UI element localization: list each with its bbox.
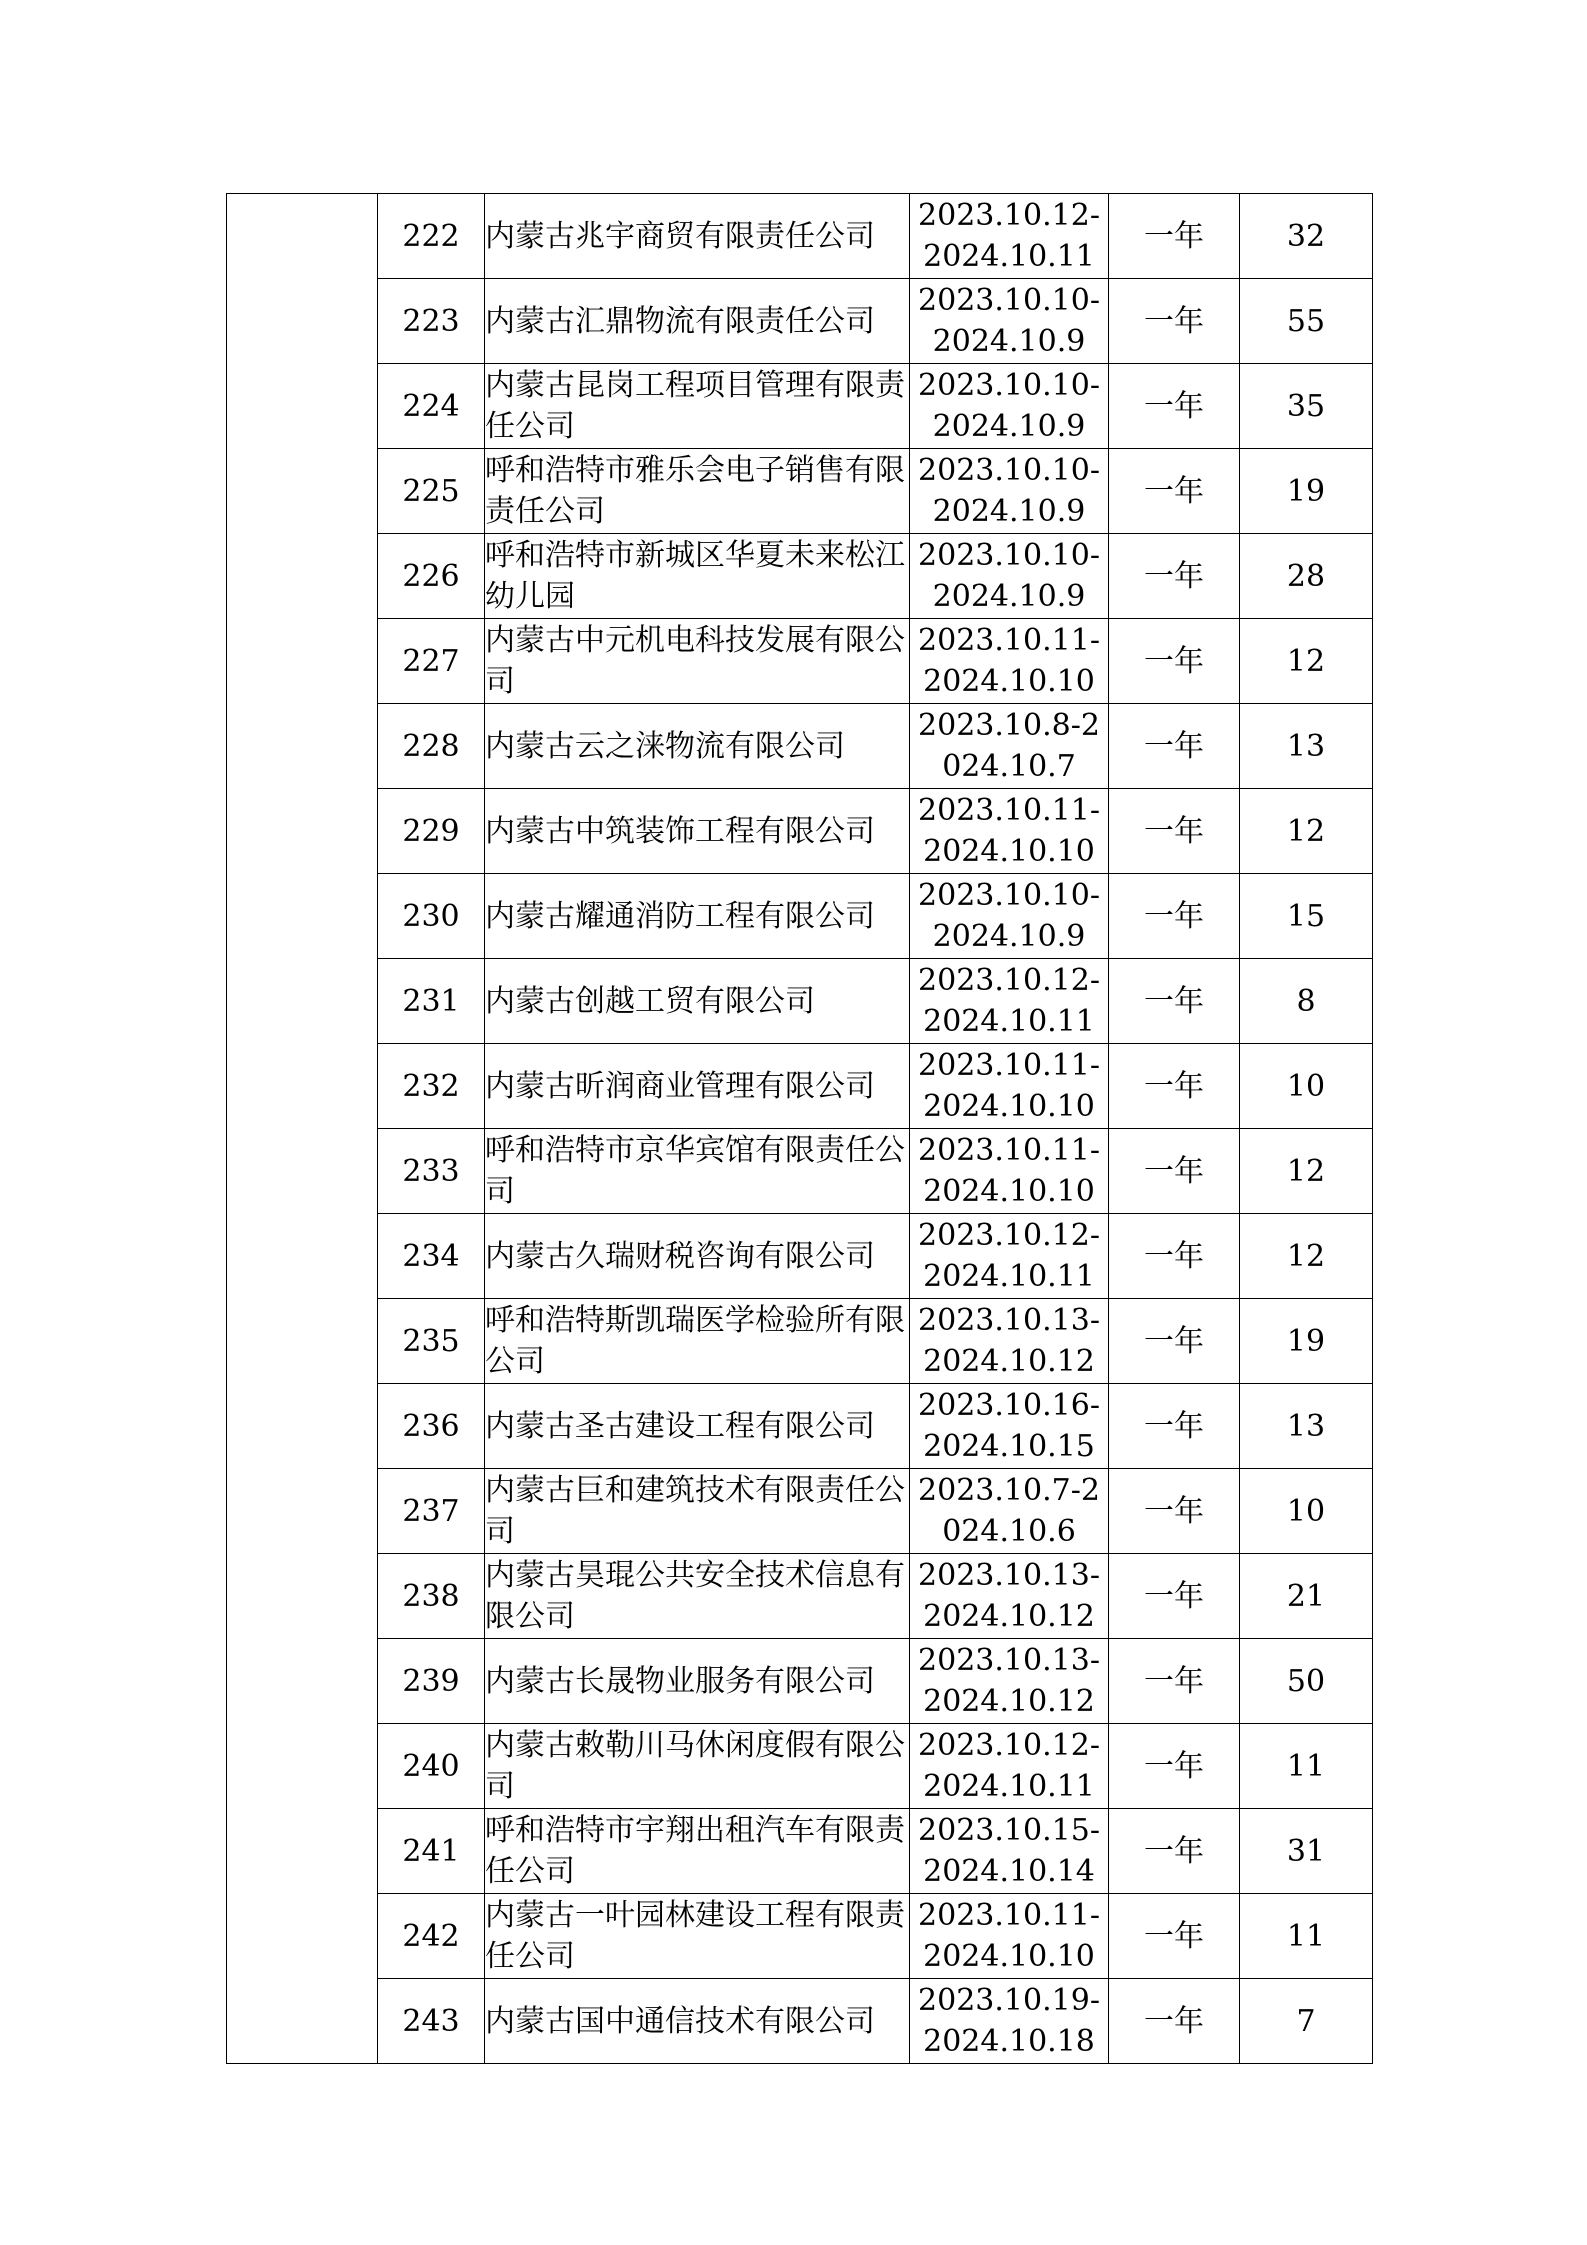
period-line: 2024.10.10 (923, 1939, 1095, 1974)
table-row (227, 1979, 1373, 2064)
company-name-cell: 呼和浩特市宇翔出租汽车有限责任公司 (485, 1809, 910, 1894)
company-name-cell: 内蒙古昊琨公共安全技术信息有限公司 (485, 1554, 910, 1639)
company-name-cell: 内蒙古圣古建设工程有限公司 (485, 1384, 910, 1469)
period-line: 2023.10.12- (918, 963, 1100, 998)
company-name-cell: 内蒙古中元机电科技发展有限公司 (485, 619, 910, 704)
term-cell: 一年 (1109, 1299, 1240, 1384)
count-cell: 7 (1240, 1979, 1373, 2064)
table-row (227, 1129, 1373, 1214)
count-cell: 10 (1240, 1044, 1373, 1129)
company-name-cell: 内蒙古兆宇商贸有限责任公司 (485, 194, 910, 279)
count-cell: 12 (1240, 789, 1373, 874)
period-line: 024.10.6 (942, 1514, 1076, 1549)
count-cell: 10 (1240, 1469, 1373, 1554)
term-cell: 一年 (1109, 1979, 1240, 2064)
table-row (227, 364, 1373, 449)
count-cell: 12 (1240, 1214, 1373, 1299)
term-cell: 一年 (1109, 1724, 1240, 1809)
term-cell: 一年 (1109, 1554, 1240, 1639)
count-cell: 28 (1240, 534, 1373, 619)
period-line: 2024.10.9 (932, 579, 1086, 614)
period-cell (910, 1044, 1109, 1129)
period-cell (910, 1554, 1109, 1639)
period-cell (910, 1299, 1109, 1384)
company-name-cell: 内蒙古巨和建筑技术有限责任公司 (485, 1469, 910, 1554)
table-row (227, 1299, 1373, 1384)
table-row (227, 1384, 1373, 1469)
period-line: 2024.10.12 (923, 1599, 1095, 1634)
group-cell (227, 194, 378, 2064)
period-line: 2024.10.11 (923, 1004, 1095, 1039)
term-cell: 一年 (1109, 449, 1240, 534)
period-cell (910, 364, 1109, 449)
term-cell: 一年 (1109, 704, 1240, 789)
table-row (227, 959, 1373, 1044)
period-line: 2024.10.12 (923, 1684, 1095, 1719)
period-line: 2023.10.10- (918, 453, 1100, 488)
company-name-cell: 呼和浩特市雅乐会电子销售有限责任公司 (485, 449, 910, 534)
row-number-cell: 241 (378, 1809, 485, 1894)
period-cell (910, 449, 1109, 534)
period-line: 2023.10.11- (918, 623, 1100, 658)
period-cell (910, 194, 1109, 279)
term-cell: 一年 (1109, 1894, 1240, 1979)
company-name-cell: 内蒙古长晟物业服务有限公司 (485, 1639, 910, 1724)
count-cell: 19 (1240, 1299, 1373, 1384)
period-line: 2023.10.13- (918, 1643, 1100, 1678)
period-cell (910, 1724, 1109, 1809)
row-number-cell: 223 (378, 279, 485, 364)
period-line: 2023.10.8-2 (918, 708, 1100, 743)
period-cell (910, 1214, 1109, 1299)
table-row (227, 194, 1373, 279)
table-row (227, 1724, 1373, 1809)
period-cell (910, 1129, 1109, 1214)
count-cell: 35 (1240, 364, 1373, 449)
period-cell (910, 279, 1109, 364)
company-name-cell: 内蒙古创越工贸有限公司 (485, 959, 910, 1044)
period-line: 2024.10.14 (923, 1854, 1095, 1889)
period-cell (910, 1809, 1109, 1894)
term-cell: 一年 (1109, 1384, 1240, 1469)
period-line: 2024.10.9 (932, 494, 1086, 529)
period-line: 2024.10.10 (923, 1089, 1095, 1124)
period-line: 2024.10.11 (923, 1259, 1095, 1294)
count-cell: 12 (1240, 619, 1373, 704)
period-cell (910, 874, 1109, 959)
records-table-body (227, 194, 1373, 2064)
company-name-cell: 呼和浩特斯凯瑞医学检验所有限公司 (485, 1299, 910, 1384)
count-cell: 13 (1240, 704, 1373, 789)
count-cell: 13 (1240, 1384, 1373, 1469)
period-cell (910, 1894, 1109, 1979)
company-name-cell: 内蒙古汇鼎物流有限责任公司 (485, 279, 910, 364)
table-row (227, 449, 1373, 534)
period-line: 2024.10.12 (923, 1344, 1095, 1379)
table-row (227, 1469, 1373, 1554)
period-cell (910, 1384, 1109, 1469)
term-cell: 一年 (1109, 789, 1240, 874)
count-cell: 32 (1240, 194, 1373, 279)
period-line: 2023.10.12- (918, 1728, 1100, 1763)
row-number-cell: 224 (378, 364, 485, 449)
company-name-cell: 内蒙古一叶园林建设工程有限责任公司 (485, 1894, 910, 1979)
period-line: 2023.10.11- (918, 1898, 1100, 1933)
row-number-cell: 234 (378, 1214, 485, 1299)
row-number-cell: 232 (378, 1044, 485, 1129)
period-line: 2024.10.11 (923, 1769, 1095, 1804)
term-cell: 一年 (1109, 279, 1240, 364)
row-number-cell: 228 (378, 704, 485, 789)
count-cell: 12 (1240, 1129, 1373, 1214)
count-cell: 19 (1240, 449, 1373, 534)
period-line: 2023.10.13- (918, 1558, 1100, 1593)
term-cell: 一年 (1109, 1639, 1240, 1724)
period-cell (910, 1469, 1109, 1554)
period-cell (910, 1639, 1109, 1724)
company-name-cell: 内蒙古国中通信技术有限公司 (485, 1979, 910, 2064)
period-line: 2023.10.10- (918, 368, 1100, 403)
period-line: 2023.10.10- (918, 283, 1100, 318)
count-cell: 50 (1240, 1639, 1373, 1724)
table-row (227, 279, 1373, 364)
term-cell: 一年 (1109, 534, 1240, 619)
table-row (227, 1044, 1373, 1129)
row-number-cell: 239 (378, 1639, 485, 1724)
period-cell (910, 619, 1109, 704)
period-line: 2023.10.11- (918, 1133, 1100, 1168)
count-cell: 31 (1240, 1809, 1373, 1894)
period-line: 2024.10.18 (923, 2024, 1095, 2059)
period-line: 2023.10.12- (918, 198, 1100, 233)
term-cell: 一年 (1109, 364, 1240, 449)
table-row (227, 1214, 1373, 1299)
table-row (227, 1809, 1373, 1894)
period-line: 2023.10.7-2 (918, 1473, 1100, 1508)
row-number-cell: 233 (378, 1129, 485, 1214)
company-name-cell: 内蒙古敕勒川马休闲度假有限公司 (485, 1724, 910, 1809)
period-line: 2024.10.9 (932, 409, 1086, 444)
period-line: 2023.10.19- (918, 1983, 1100, 2018)
company-name-cell: 内蒙古昆岗工程项目管理有限责任公司 (485, 364, 910, 449)
table-row (227, 1894, 1373, 1979)
period-line: 2023.10.16- (918, 1388, 1100, 1423)
row-number-cell: 229 (378, 789, 485, 874)
period-line: 2023.10.10- (918, 878, 1100, 913)
records-table (226, 193, 1373, 2064)
company-name-cell: 内蒙古云之涞物流有限公司 (485, 704, 910, 789)
period-cell (910, 704, 1109, 789)
period-line: 2023.10.10- (918, 538, 1100, 573)
row-number-cell: 230 (378, 874, 485, 959)
company-name-cell: 呼和浩特市京华宾馆有限责任公司 (485, 1129, 910, 1214)
table-row (227, 534, 1373, 619)
term-cell: 一年 (1109, 1469, 1240, 1554)
period-cell (910, 789, 1109, 874)
company-name-cell: 内蒙古中筑装饰工程有限公司 (485, 789, 910, 874)
period-line: 2024.10.11 (923, 239, 1095, 274)
count-cell: 21 (1240, 1554, 1373, 1639)
row-number-cell: 231 (378, 959, 485, 1044)
period-cell (910, 534, 1109, 619)
count-cell: 11 (1240, 1724, 1373, 1809)
period-line: 2023.10.13- (918, 1303, 1100, 1338)
company-name-cell: 内蒙古久瑞财税咨询有限公司 (485, 1214, 910, 1299)
period-line: 2023.10.11- (918, 1048, 1100, 1083)
count-cell: 8 (1240, 959, 1373, 1044)
row-number-cell: 243 (378, 1979, 485, 2064)
count-cell: 11 (1240, 1894, 1373, 1979)
table-row (227, 704, 1373, 789)
term-cell: 一年 (1109, 959, 1240, 1044)
row-number-cell: 240 (378, 1724, 485, 1809)
table-row (227, 1554, 1373, 1639)
row-number-cell: 237 (378, 1469, 485, 1554)
period-line: 024.10.7 (942, 749, 1076, 784)
row-number-cell: 238 (378, 1554, 485, 1639)
row-number-cell: 242 (378, 1894, 485, 1979)
term-cell: 一年 (1109, 1214, 1240, 1299)
period-cell (910, 1979, 1109, 2064)
table-row (227, 1639, 1373, 1724)
company-name-cell: 内蒙古耀通消防工程有限公司 (485, 874, 910, 959)
period-line: 2023.10.15- (918, 1813, 1100, 1848)
row-number-cell: 225 (378, 449, 485, 534)
table-row (227, 619, 1373, 704)
row-number-cell: 227 (378, 619, 485, 704)
period-line: 2024.10.10 (923, 834, 1095, 869)
company-name-cell: 呼和浩特市新城区华夏未来松江幼儿园 (485, 534, 910, 619)
period-line: 2024.10.10 (923, 664, 1095, 699)
row-number-cell: 226 (378, 534, 485, 619)
count-cell: 55 (1240, 279, 1373, 364)
period-line: 2024.10.15 (923, 1429, 1095, 1464)
period-line: 2024.10.9 (932, 919, 1086, 954)
term-cell: 一年 (1109, 1809, 1240, 1894)
term-cell: 一年 (1109, 1044, 1240, 1129)
term-cell: 一年 (1109, 619, 1240, 704)
row-number-cell: 222 (378, 194, 485, 279)
period-line: 2023.10.12- (918, 1218, 1100, 1253)
table-row (227, 874, 1373, 959)
count-cell: 15 (1240, 874, 1373, 959)
term-cell: 一年 (1109, 194, 1240, 279)
period-cell (910, 959, 1109, 1044)
table-row (227, 789, 1373, 874)
company-name-cell: 内蒙古昕润商业管理有限公司 (485, 1044, 910, 1129)
term-cell: 一年 (1109, 874, 1240, 959)
term-cell: 一年 (1109, 1129, 1240, 1214)
row-number-cell: 236 (378, 1384, 485, 1469)
period-line: 2024.10.10 (923, 1174, 1095, 1209)
period-line: 2023.10.11- (918, 793, 1100, 828)
period-line: 2024.10.9 (932, 324, 1086, 359)
row-number-cell: 235 (378, 1299, 485, 1384)
